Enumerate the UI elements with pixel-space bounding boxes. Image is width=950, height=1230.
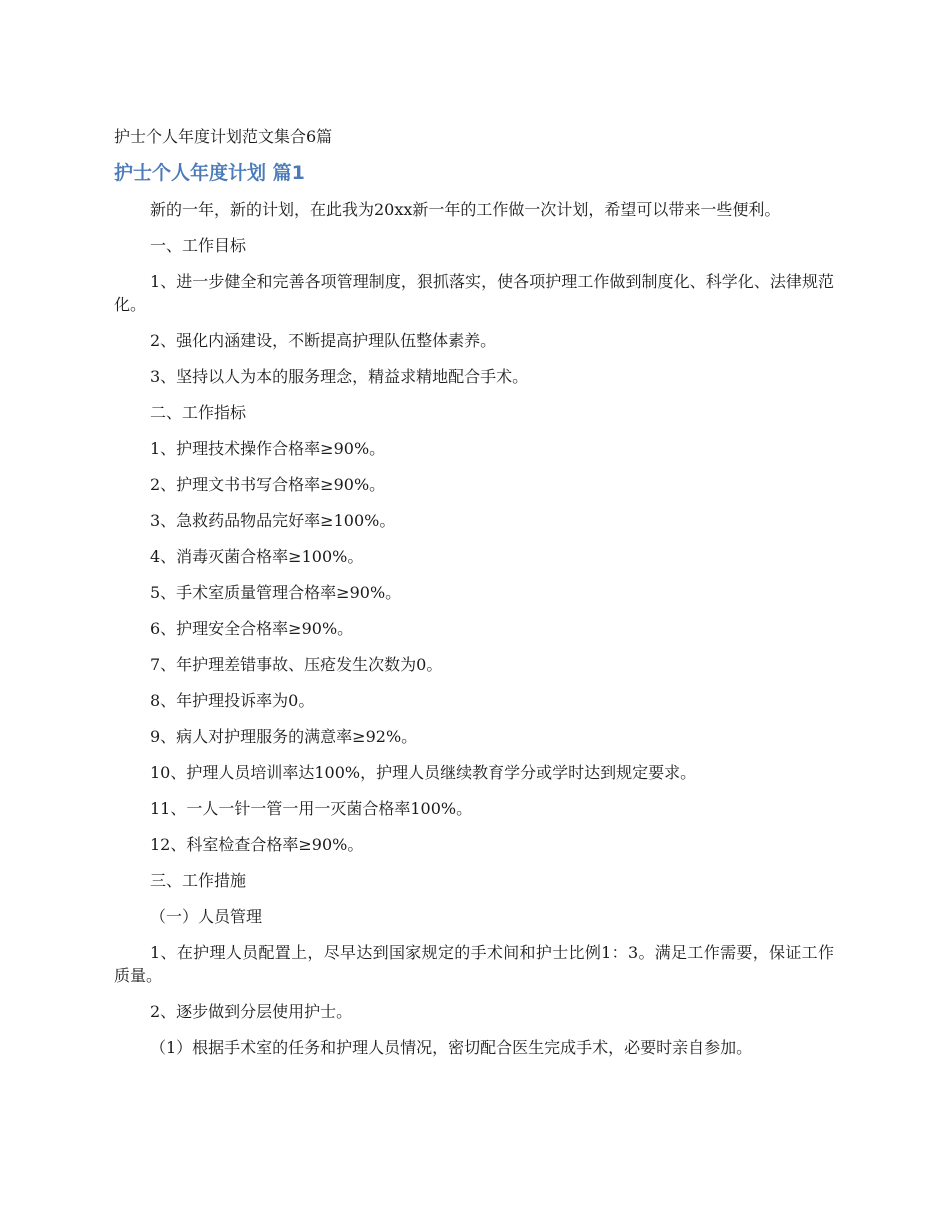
heading-work-goals: 一、工作目标 <box>150 236 247 255</box>
indicator-item: 11、一人一针一管一用一灭菌合格率100%。 <box>150 799 473 818</box>
measure-item: （1）根据手术室的任务和护理人员情况，密切配合医生完成手术，必要时亲自参加。 <box>150 1038 753 1057</box>
indicator-item: 9、病人对护理服务的满意率≥92%。 <box>150 727 418 746</box>
indicator-item: 2、护理文书书写合格率≥90%。 <box>150 475 386 494</box>
indicator-item: 10、护理人员培训率达100%，护理人员继续教育学分或学时达到规定要求。 <box>150 763 697 782</box>
indicator-item: 12、科室检查合格率≥90%。 <box>150 835 364 854</box>
section-heading: 护士个人年度计划 篇1 <box>114 162 305 184</box>
measure-item: 1、在护理人员配置上，尽早达到国家规定的手术间和护士比例1：3。满足工作需要，保证工作质量。 <box>114 943 834 985</box>
heading-work-indicators: 二、工作指标 <box>150 403 247 422</box>
indicator-item: 3、急救药品物品完好率≥100%。 <box>150 511 396 530</box>
indicator-item: 7、年护理差错事故、压疮发生次数为0。 <box>150 655 443 674</box>
heading-work-measures: 三、工作措施 <box>150 871 247 890</box>
goal-item: 1、进一步健全和完善各项管理制度，狠抓落实，使各项护理工作做到制度化、科学化、法律规范化。 <box>114 272 834 314</box>
paragraph-intro: 新的一年，新的计划，在此我为20xx新一年的工作做一次计划，希望可以带来一些便利。 <box>150 200 781 219</box>
indicator-item: 1、护理技术操作合格率≥90%。 <box>150 439 386 458</box>
document-body <box>114 124 834 1072</box>
document-title: 护士个人年度计划范文集合6篇 <box>114 127 333 146</box>
goal-item: 2、强化内涵建设，不断提高护理队伍整体素养。 <box>150 331 497 350</box>
indicator-item: 8、年护理投诉率为0。 <box>150 691 315 710</box>
goal-item: 3、坚持以人为本的服务理念，精益求精地配合手术。 <box>150 367 529 386</box>
measure-item: 2、逐步做到分层使用护士。 <box>150 1002 353 1021</box>
indicator-item: 5、手术室质量管理合格率≥90%。 <box>150 583 402 602</box>
indicator-item: 4、消毒灭菌合格率≥100%。 <box>150 547 364 566</box>
subheading-staff-management: （一）人员管理 <box>150 907 263 926</box>
indicator-item: 6、护理安全合格率≥90%。 <box>150 619 354 638</box>
